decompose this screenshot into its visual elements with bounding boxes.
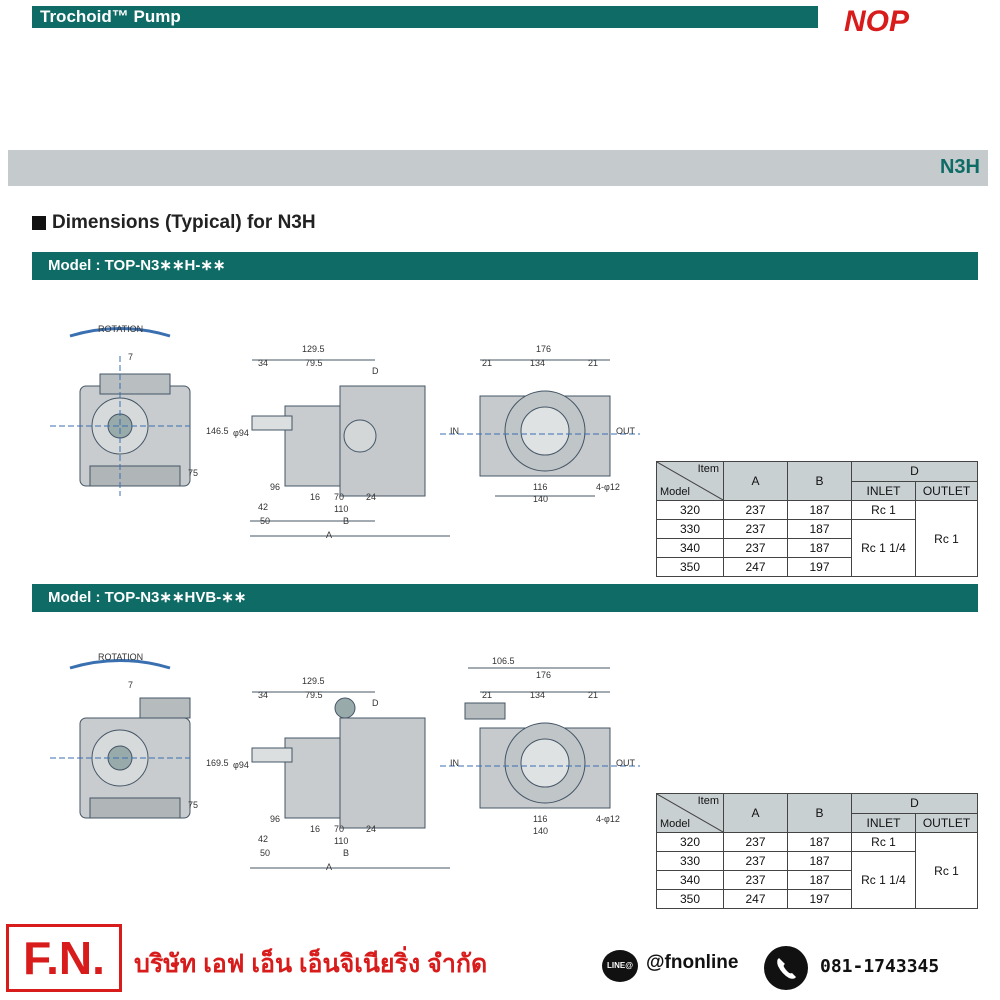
col-outlet: OUTLET bbox=[916, 481, 978, 501]
table-corner: Item Model bbox=[657, 462, 723, 500]
dimension-table-hvb bbox=[656, 793, 978, 909]
d96-dim: 96 bbox=[270, 814, 281, 824]
d70-dim: 70 bbox=[334, 492, 345, 502]
col-d: D bbox=[852, 462, 978, 482]
table-row: 350 247 197 bbox=[657, 890, 978, 909]
d75-dim: 75 bbox=[188, 468, 199, 478]
d176-dim: 176 bbox=[536, 344, 552, 354]
square-bullet-icon bbox=[32, 216, 46, 230]
d21a-dim: 21 bbox=[482, 690, 493, 700]
col-a: A bbox=[724, 462, 788, 501]
dimension-table-h bbox=[656, 461, 978, 577]
table-row: 350 247 197 bbox=[657, 558, 978, 577]
d134-dim: 134 bbox=[530, 690, 546, 700]
key-dim: 7 bbox=[128, 352, 134, 362]
table-row: 340 237 187 bbox=[657, 539, 978, 558]
d-label: D bbox=[372, 698, 379, 708]
drawing-model-hvb bbox=[40, 648, 650, 884]
col-outlet: OUTLET bbox=[916, 813, 978, 833]
d134-dim: 134 bbox=[530, 358, 546, 368]
company-name: บริษัท เอฟ เอ็น เอ็นจิเนียริ่ง จำกัด bbox=[134, 950, 488, 978]
nop-logo bbox=[842, 4, 990, 36]
a-dim: A bbox=[326, 862, 333, 872]
header-title: Trochoid™ Pump bbox=[40, 7, 181, 26]
col-b: B bbox=[788, 794, 852, 833]
d24-dim: 24 bbox=[366, 824, 377, 834]
line-handle[interactable]: @fnonline bbox=[646, 952, 739, 973]
col-b: B bbox=[788, 462, 852, 501]
d42-dim: 42 bbox=[258, 502, 269, 512]
d75-dim: 75 bbox=[188, 800, 199, 810]
section-title-text: Dimensions (Typical) for N3H bbox=[52, 212, 316, 233]
d24-dim: 24 bbox=[366, 492, 377, 502]
model-bar-hvb-text: Model : TOP-N3∗∗HVB-∗∗ bbox=[48, 589, 247, 606]
d795-dim: 79.5 bbox=[305, 358, 323, 368]
d21b-dim: 21 bbox=[588, 690, 599, 700]
out-label: OUT bbox=[616, 426, 635, 436]
d21b-dim: 21 bbox=[588, 358, 599, 368]
table-row: 330 237 187 Rc 1 1/4 bbox=[657, 520, 978, 539]
col-d: D bbox=[852, 794, 978, 814]
d129-dim: 129.5 bbox=[302, 344, 325, 354]
holes-dim: 4-φ12 bbox=[596, 814, 620, 824]
in-label: IN bbox=[450, 758, 459, 768]
d110-dim: 110 bbox=[334, 504, 349, 514]
in-label: IN bbox=[450, 426, 459, 436]
d140-dim: 140 bbox=[533, 494, 549, 504]
rotation-label: ROTATION bbox=[98, 652, 144, 662]
d116-dim: 116 bbox=[533, 814, 548, 824]
drawing-model-h bbox=[40, 316, 650, 552]
table-row: 340 237 187 bbox=[657, 871, 978, 890]
footer-banner bbox=[0, 920, 1000, 1000]
d34-dim: 34 bbox=[258, 358, 269, 368]
out-label: OUT bbox=[616, 758, 635, 768]
d50-dim: 50 bbox=[260, 516, 271, 526]
table-row: 320 237 187 Rc 1 Rc 1 bbox=[657, 833, 978, 852]
brand-text: NOP bbox=[844, 5, 910, 36]
d-label: D bbox=[372, 366, 379, 376]
d140-dim: 140 bbox=[533, 826, 549, 836]
d110-dim: 110 bbox=[334, 836, 349, 846]
d21a-dim: 21 bbox=[482, 358, 493, 368]
holes-dim: 4-φ12 bbox=[596, 482, 620, 492]
d116-dim: 116 bbox=[533, 482, 548, 492]
line-icon: LINE@ bbox=[602, 950, 638, 982]
d96-dim: 96 bbox=[270, 482, 281, 492]
d94-dim: φ94 bbox=[233, 428, 249, 438]
extra-dim: 106.5 bbox=[492, 656, 515, 666]
phone-icon bbox=[764, 946, 808, 990]
a-dim: A bbox=[326, 530, 333, 540]
model-bar-h-text: Model : TOP-N3∗∗H-∗∗ bbox=[48, 257, 226, 274]
section-heading bbox=[32, 212, 316, 234]
model-bar-h bbox=[32, 252, 978, 280]
d50-dim: 50 bbox=[260, 848, 271, 858]
b-dim: B bbox=[343, 848, 350, 858]
d94-dim: φ94 bbox=[233, 760, 249, 770]
col-inlet: INLET bbox=[852, 813, 916, 833]
d70-dim: 70 bbox=[334, 824, 345, 834]
height-dim: 169.5 bbox=[206, 758, 229, 768]
model-bar-hvb bbox=[32, 584, 978, 612]
table-row: 320 237 187 Rc 1 Rc 1 bbox=[657, 501, 978, 520]
d16-dim: 16 bbox=[310, 824, 321, 834]
key-dim: 7 bbox=[128, 680, 134, 690]
col-inlet: INLET bbox=[852, 481, 916, 501]
height-dim: 146.5 bbox=[206, 426, 229, 436]
rotation-label: ROTATION bbox=[98, 324, 144, 334]
header-title-bar bbox=[32, 6, 818, 28]
phone-number[interactable]: 081-1743345 bbox=[820, 956, 940, 977]
d16-dim: 16 bbox=[310, 492, 321, 502]
fn-logo: F.N. bbox=[6, 924, 122, 992]
table-corner: Item Model bbox=[657, 794, 723, 832]
col-a: A bbox=[724, 794, 788, 833]
d42-dim: 42 bbox=[258, 834, 269, 844]
d129-dim: 129.5 bbox=[302, 676, 325, 686]
b-dim: B bbox=[343, 516, 350, 526]
series-label: N3H bbox=[939, 156, 980, 178]
d795-dim: 79.5 bbox=[305, 690, 323, 700]
table-row: 330 237 187 Rc 1 1/4 bbox=[657, 852, 978, 871]
d176-dim: 176 bbox=[536, 670, 552, 680]
series-band bbox=[8, 150, 988, 186]
d34-dim: 34 bbox=[258, 690, 269, 700]
